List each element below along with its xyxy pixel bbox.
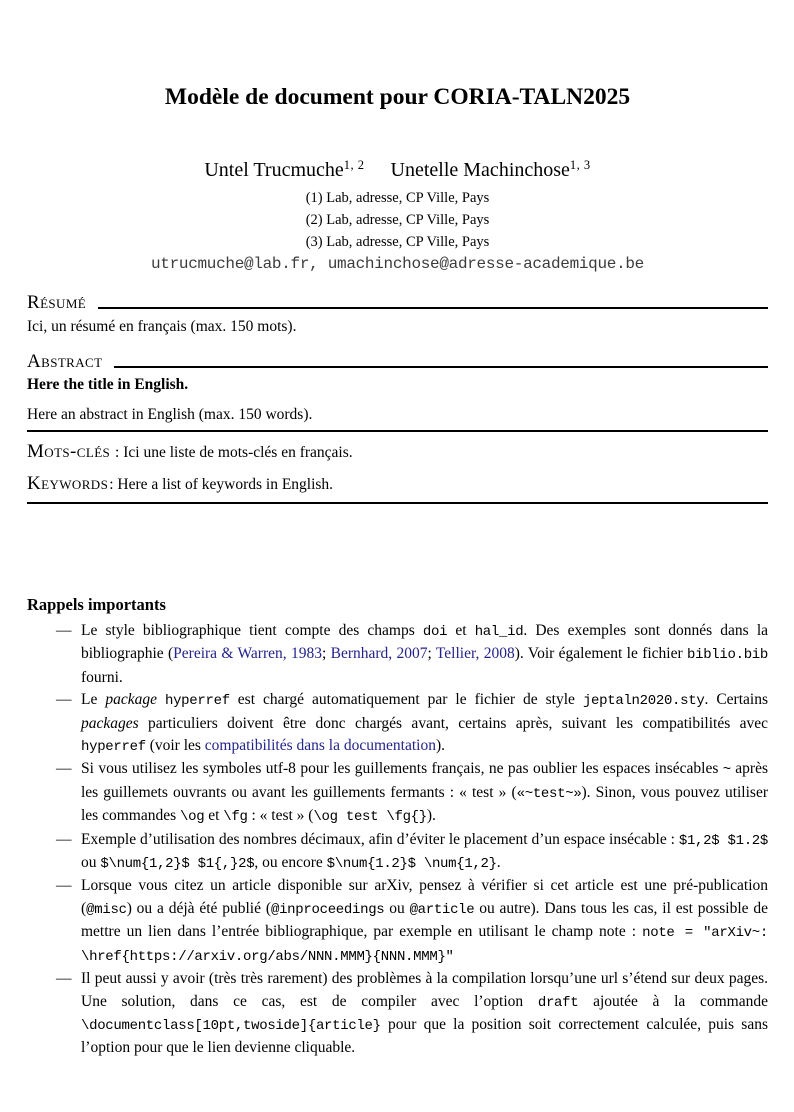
- item-dash-marker: —: [56, 622, 72, 639]
- list-item-text: [81, 877, 768, 963]
- author-2-name: Unetelle Machinchose: [390, 159, 570, 181]
- author-2: [391, 159, 591, 181]
- plain-text: Le: [81, 691, 106, 709]
- keywords-close-rule: [27, 502, 768, 504]
- item-dash-marker: —: [56, 970, 72, 988]
- plain-text: Le style bibliographique tient compte des champs: [81, 622, 423, 639]
- inline-code: doi: [422, 624, 448, 640]
- list-item: [27, 689, 768, 758]
- item-dash-marker: —: [56, 760, 72, 778]
- paper-title: Modèle de document pour CORIA-TALN2025: [164, 84, 631, 110]
- plain-text: Lorsque vous citez un article disponible sur arXiv, pensez à vérifier si cet article est une pré-publication (: [81, 877, 768, 917]
- plain-text: ;: [427, 645, 436, 663]
- list-item: [27, 829, 768, 876]
- inline-code: draft: [537, 994, 579, 1011]
- plain-text: et: [204, 807, 224, 825]
- hyperlink[interactable]: compatibilités dans la documentation: [204, 737, 436, 755]
- citation-link[interactable]: Tellier, 2008: [435, 645, 515, 663]
- plain-text: ). Voir également le fichier: [514, 645, 687, 663]
- plain-text: ou autre). Dans tous les cas, il est possible de mettre un lien dans l’entrée bibliographique, par exemple en utilisant le champ note :: [81, 899, 769, 941]
- inline-code: \og: [180, 809, 205, 826]
- inline-code: hal_id: [474, 624, 524, 640]
- authors-block: [27, 153, 768, 275]
- list-item: [27, 758, 768, 828]
- inline-code: \og test \fg{}: [313, 809, 427, 826]
- plain-text: ajoutée à la commande: [578, 992, 768, 1010]
- motscles-text: Ici une liste de mots-clés en français.: [123, 444, 353, 461]
- item-dash-marker: —: [56, 830, 72, 848]
- plain-text: ;: [321, 645, 331, 663]
- citation-link[interactable]: Pereira & Warren, 1983: [173, 645, 322, 663]
- resume-text: Ici, un résumé en français (max. 150 mots).: [27, 318, 297, 335]
- item-dash-marker: —: [56, 877, 72, 895]
- inline-code: \fg: [223, 809, 248, 826]
- inline-code: jeptaln2020.sty: [582, 693, 705, 710]
- plain-text: ) ou a déjà été publié (: [126, 899, 271, 917]
- plain-text: , ou encore: [254, 854, 327, 872]
- plain-text: .: [496, 854, 501, 872]
- motscles-separator: :: [111, 444, 124, 461]
- resume-rule: [98, 307, 768, 309]
- inline-code: \documentclass[10pt,twoside]{article}: [81, 1017, 381, 1034]
- author-2-affil-marks: 1, 3: [569, 158, 591, 172]
- rappels-heading: Rappels importants: [27, 595, 166, 614]
- affiliation-3: (3) Lab, adresse, CP Ville, Pays: [305, 234, 490, 250]
- plain-text: . Certains: [704, 691, 768, 709]
- emphasis-text: packages: [81, 714, 139, 732]
- inline-code: @inproceedings: [270, 901, 385, 918]
- abstract-rule: [114, 366, 768, 368]
- emphasis-text: package: [105, 691, 157, 709]
- resume-header-row: [27, 292, 768, 313]
- inline-code: @article: [409, 901, 475, 918]
- plain-text: pour que la position soit correctement calculée, puis sans l’option pour que le lien devienne cliquable.: [81, 1015, 768, 1057]
- plain-text: ). Sinon, vous pouvez utiliser les commandes: [81, 783, 768, 825]
- list-item: [27, 875, 768, 968]
- keywords-label: Keywords: [27, 473, 109, 494]
- list-item-text: [81, 691, 768, 754]
- inline-code: biblio.bib: [687, 647, 769, 664]
- abstract-text: Here an abstract in English (max. 150 words).: [27, 404, 768, 432]
- inline-code: hyperref: [164, 693, 230, 710]
- inline-code: hyperref: [81, 739, 146, 756]
- plain-text: Il peut aussi y avoir (très très rarement) des problèmes à la compilation lorsqu’une url s’étend sur deux pages. Une solution, dans ce cas, est de compiler avec l’option: [81, 970, 768, 1010]
- author-emails: utrucmuche@lab.fr, umachinchose@adresse-academique.be: [151, 255, 644, 273]
- plain-text: [157, 691, 165, 708]
- inline-code: «~test~»: [516, 785, 582, 802]
- plain-text: est chargé automatiquement par le fichier de style: [229, 691, 583, 709]
- plain-text: (voir les: [145, 737, 205, 755]
- inline-code: @misc: [86, 901, 127, 918]
- item-dash-marker: —: [56, 691, 72, 709]
- plain-text: particuliers doivent être donc chargés avant, certains après, suivant les compatibilités avec: [138, 714, 768, 732]
- author-1: [204, 159, 364, 181]
- list-item-text: [81, 760, 768, 824]
- citation-link[interactable]: Bernhard, 2007: [330, 645, 428, 663]
- authors-line: [27, 153, 768, 183]
- plain-text: : « test » (: [247, 807, 314, 825]
- resume-label: Résumé: [27, 292, 87, 313]
- english-title: Here the title in English.: [27, 376, 189, 393]
- motscles-line: [27, 441, 768, 464]
- affiliation-1: (1) Lab, adresse, CP Ville, Pays: [305, 190, 490, 206]
- abstract-header-row: [27, 351, 768, 372]
- plain-text: ).: [435, 737, 445, 755]
- inline-code: note = "arXiv~: \href{https://arxiv.org/abs/NNN.MMM}{NNN.MMM}": [81, 925, 768, 965]
- plain-text: . Des exemples sont donnés dans la bibliographie (: [81, 622, 768, 663]
- list-item: [27, 968, 768, 1060]
- inline-code: ~: [722, 762, 731, 779]
- plain-text: Si vous utilisez les symboles utf-8 pour les guillements français, ne pas oublier les espaces insécables: [81, 760, 723, 778]
- plain-text: ou: [81, 854, 101, 872]
- plain-text: Exemple d’utilisation des nombres décimaux, afin d’éviter le placement d’un espace insécable :: [81, 830, 679, 848]
- abstract-label: Abstract: [27, 351, 103, 372]
- affiliation-2: (2) Lab, adresse, CP Ville, Pays: [305, 212, 490, 228]
- list-item-text: [81, 831, 768, 871]
- keywords-line: [27, 473, 768, 496]
- plain-text: après les guillemets ouvrants ou avant les guillements fermants : « test » (: [81, 760, 769, 801]
- inline-code: $1,2$ $1.2$: [678, 832, 768, 849]
- rappels-list: [27, 620, 768, 1060]
- motscles-label: Mots-clés: [27, 441, 111, 462]
- keywords-text: Here a list of keywords in English.: [117, 476, 334, 493]
- list-item-text: [81, 970, 768, 1056]
- list-item: [27, 620, 768, 689]
- inline-code: $\num{1,2}$ $1{,}2$: [100, 856, 255, 873]
- list-item-text: [81, 622, 768, 686]
- plain-text: fourni.: [81, 668, 123, 686]
- plain-text: ).: [426, 807, 436, 825]
- plain-text: et: [447, 622, 475, 639]
- keywords-separator: :: [109, 476, 118, 493]
- author-1-name: Untel Trucmuche: [204, 159, 344, 181]
- author-1-affil-marks: 1, 2: [343, 158, 365, 172]
- plain-text: ou: [384, 899, 410, 917]
- inline-code: $\num{1.2}$ \num{1,2}: [326, 856, 497, 873]
- affiliations: [27, 187, 768, 253]
